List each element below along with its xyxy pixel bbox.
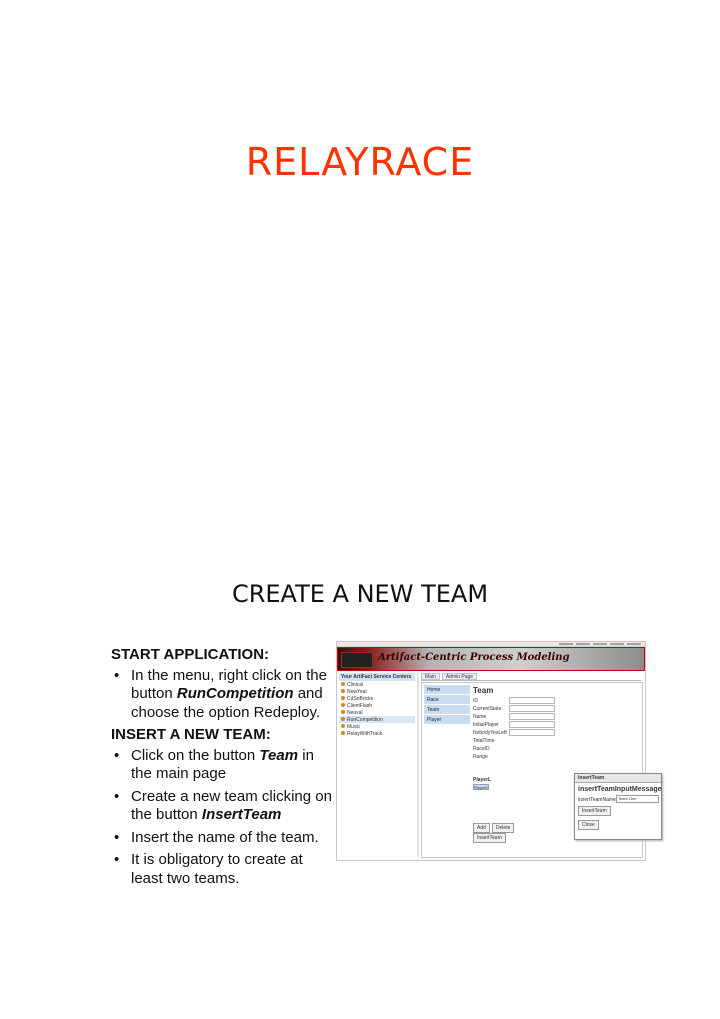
form-row: ID [473,697,563,705]
insert-heading: INSERT A NEW TEAM: [111,726,271,743]
list-item: • Insert the name of the team. [114,828,319,846]
form-row: TotalTime [473,738,495,744]
logo-icon [341,652,373,668]
dialog-header[interactable]: InsertTeam [575,774,661,783]
form-row: RaceID [473,746,490,752]
bullet-icon: • [114,851,120,868]
start-list [111,667,336,723]
folder-icon [341,731,345,735]
tree-item[interactable]: NewYeal [339,688,415,695]
folder-icon [341,689,345,693]
tree-item-runcompetition[interactable]: RunCompetition [339,716,415,723]
team-form [473,697,563,761]
player-button[interactable]: PlayerE [474,785,489,790]
add-button[interactable]: Add [473,823,490,833]
form-row: InitialPlayer [473,721,563,729]
banner-text: Artifact-Centric Process Modeling [378,652,570,663]
slide-title: RELAYRACE [245,140,475,184]
tree-item[interactable]: CdSnBricks [339,695,415,702]
text-field[interactable] [509,705,555,712]
player-label: PlayerL [473,777,492,783]
dialog-message: insertTeamInputMessage [578,786,662,793]
insert-team-button[interactable]: InsertTeam [473,833,506,843]
tab-bar [421,673,641,681]
folder-icon [341,717,345,721]
insert-list [111,747,336,889]
bullet-icon: • [114,746,120,764]
list-item: • In the menu, right click on the button RunCompetition and choose the option Redeploy. [114,666,327,721]
bullet-icon: • [114,666,120,684]
bullet-icon: • [114,787,120,805]
start-heading: START APPLICATION: [111,646,270,663]
delete-button[interactable]: Delete [492,823,514,833]
main-panel [421,682,662,858]
dialog-row [575,795,661,804]
folder-icon [341,682,345,686]
tab-admin-page[interactable]: Admin Page [442,673,477,680]
tree-item[interactable]: Clinical [339,681,415,688]
app-screenshot [336,641,662,861]
dialog-insert-button[interactable]: InsertTeam [578,806,611,816]
row-actions [473,823,514,833]
dialog-close-button[interactable]: Close [578,820,599,830]
form-row: CurrentState [473,705,563,713]
folder-icon [341,724,345,728]
folder-icon [341,696,345,700]
tab-main[interactable]: Main [421,673,440,680]
keyword: RunCompetition [176,685,294,702]
nav-race[interactable]: Race [424,695,470,705]
tree-item[interactable]: RelayWithTrack [339,730,415,737]
tree-item[interactable]: Neuval [339,709,415,716]
bullet-icon: • [114,828,120,846]
main-nav [424,685,470,725]
section-title: CREATE A NEW TEAM [231,580,489,608]
team-title: Team [473,686,494,695]
text-field[interactable] [509,713,555,720]
tree-header: Your ArtiFact Service Centers [339,673,415,681]
form-row: Name [473,713,563,721]
folder-icon [341,703,345,707]
service-tree [339,673,415,857]
list-item: • Create a new team clicking on the button InsertTeam [114,787,332,823]
text-field[interactable] [509,697,555,704]
text-field[interactable] [509,729,555,736]
tree-item[interactable]: Music [339,723,415,730]
text-field[interactable] [509,721,555,728]
list-item: • Click on the button Team in the main page [114,746,314,782]
nav-team[interactable]: Team [424,705,470,715]
team-name-input[interactable]: Team One [616,795,659,803]
form-row: NobodyYesLeft [473,729,563,737]
list-item: • It is obligatory to create at least two teams. [114,851,303,887]
insert-team-dialog [574,773,662,840]
keyword: InsertTeam [201,806,282,823]
form-row: Range [473,754,488,760]
keyword: Team [259,746,299,764]
nav-player[interactable]: Player [424,715,470,725]
folder-icon [341,710,345,714]
tree-item[interactable]: ClientFlash [339,702,415,709]
instructions [111,646,336,892]
splitter[interactable] [417,673,419,857]
app-banner [337,647,645,671]
nav-home[interactable]: Home [424,685,470,695]
team-name-label: insertTeamName [578,797,616,803]
